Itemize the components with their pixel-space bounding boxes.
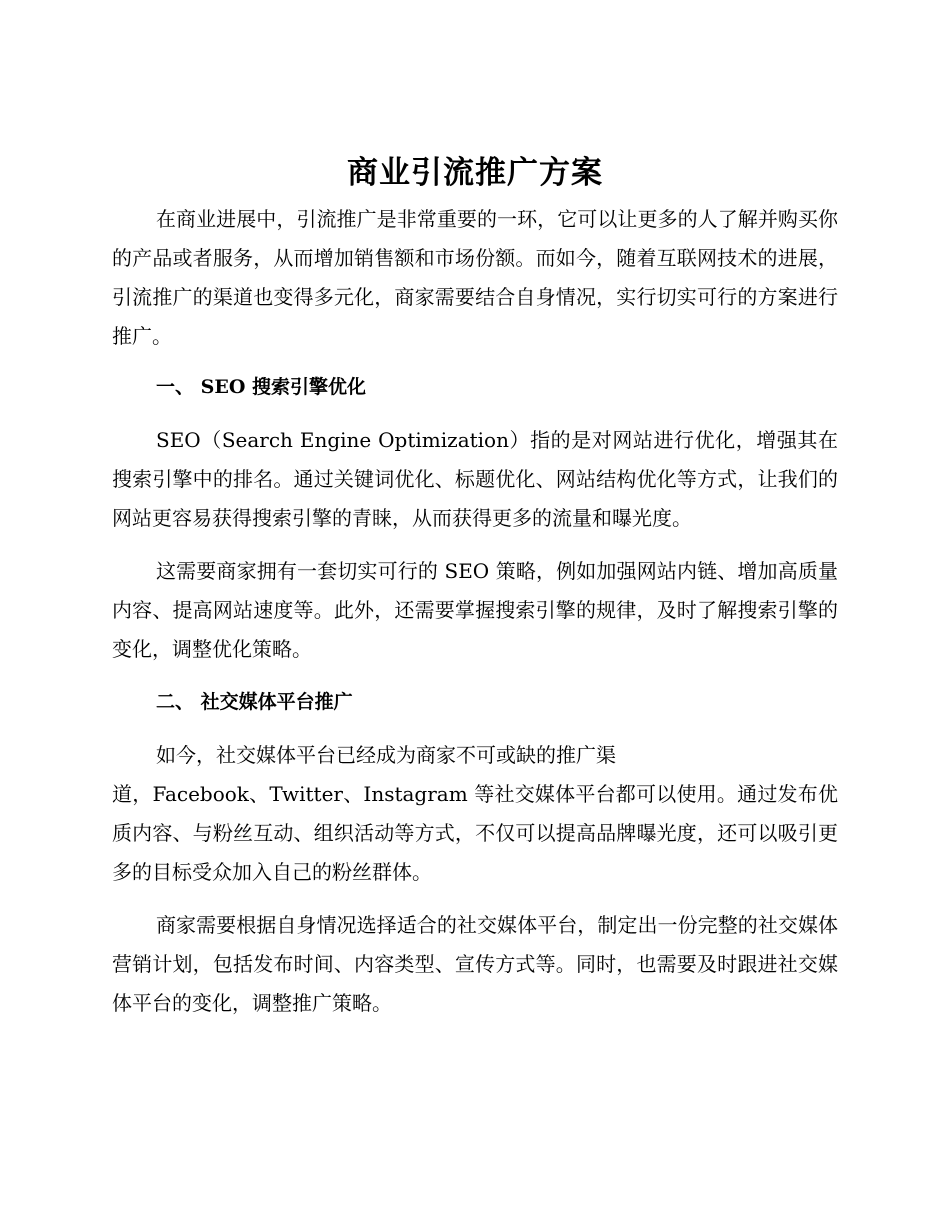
document-title: 商业引流推广方案 [347,155,603,191]
section-heading-seo: 一、 SEO 搜索引擎优化 [156,376,366,398]
spacer [112,669,838,683]
spacer [112,356,838,368]
seo-paragraph-2: 这需要商家拥有一套切实可行的 SEO 策略，例如加强网站内链、增加高质量内容、提高网站速度等。此外，还需要掌握搜索引擎的规律，及时了解搜索引擎的变化，调整优化策略。 [112,559,838,661]
social-paragraph-1-line-1: 如今，社交媒体平台已经成为商家不可或缺的推广渠 [156,743,616,767]
social-paragraph-1-rest: 道，Facebook、Twitter、Instagram 等社交媒体平台都可以使用。通过发布优质内容、与粉丝互动、组织活动等方式，不仅可以提高品牌曝光度，还可以吸引更多的目标受众加入自己的粉丝群体。 [112,782,838,884]
seo-paragraph-1: SEO（Search Engine Optimization）指的是对网站进行优化，增强其在搜索引擎中的排名。通过关键词优化、标题优化、网站结构优化等方式，让我们的网站更容易获得搜索引擎的青睐，从而获得更多的流量和曝光度。 [112,428,838,530]
social-paragraph-2: 商家需要根据自身情况选择适合的社交媒体平台，制定出一份完整的社交媒体营销计划，包括发布时间、内容类型、宣传方式等。同时，也需要及时跟进社交媒体平台的变化，调整推广策略。 [112,913,838,1015]
spacer [112,538,838,552]
social-paragraph-1 [112,736,838,892]
spacer [112,892,838,906]
spacer [112,722,838,736]
spacer [112,407,838,421]
document-body [112,200,838,1023]
section-heading-social: 二、 社交媒体平台推广 [156,691,353,713]
intro-paragraph: 在商业进展中，引流推广是非常重要的一环，它可以让更多的人了解并购买你的产品或者服务，从而增加销售额和市场份额。而如今，随着互联网技术的进展，引流推广的渠道也变得多元化，商家需要结合自身情况，实行切实可行的方案进行推广。 [112,207,838,348]
